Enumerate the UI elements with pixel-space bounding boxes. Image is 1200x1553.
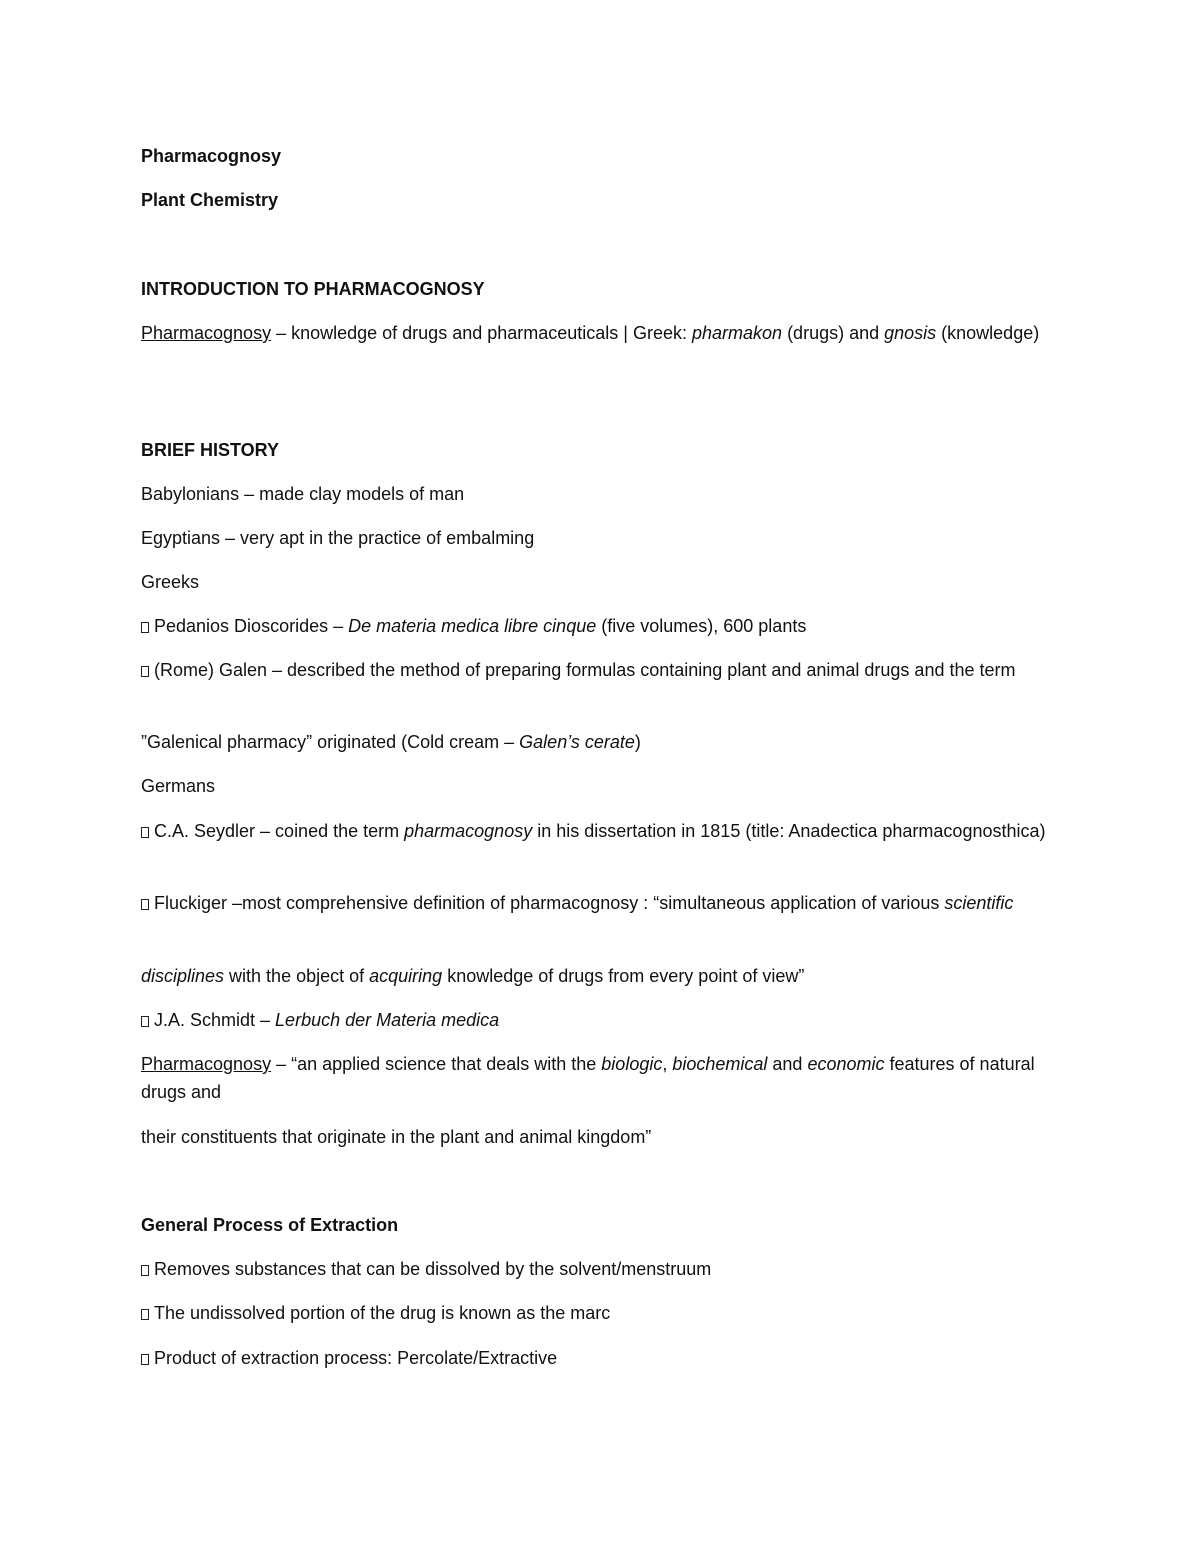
bullet-seydler	[141, 817, 1061, 845]
history-babylonians: Babylonians – made clay models of man	[141, 484, 465, 504]
bullet-text: J.A. Schmidt –	[154, 1010, 276, 1030]
bullet-text: Removes substances that can be dissolved by the solvent/menstruum	[154, 1259, 712, 1279]
intro-definition	[141, 319, 1061, 347]
term-gnosis: gnosis	[884, 323, 937, 343]
line-text: knowledge of drugs from every point of view”	[442, 966, 805, 986]
word-economic: economic	[807, 1054, 885, 1074]
line-text: – “an applied science that deals with the	[271, 1054, 602, 1074]
galenical-pharmacy-line	[141, 728, 1061, 756]
galens-cerate: Galen’s cerate	[519, 732, 635, 752]
history-heading: BRIEF HISTORY	[141, 440, 280, 460]
bullet-text: (five volumes), 600 plants	[596, 616, 807, 636]
bullet-schmidt	[141, 1006, 1061, 1034]
bullet-box-icon	[141, 622, 149, 633]
line-text: with the object of	[224, 966, 370, 986]
bullet-text: C.A. Seydler – coined the term	[154, 821, 405, 841]
extraction-item	[141, 1344, 1061, 1372]
word-biologic: biologic	[601, 1054, 663, 1074]
history-egyptians: Egyptians – very apt in the practice of embalming	[141, 528, 535, 548]
bullet-box-icon	[141, 1309, 149, 1320]
term-pharmacognosy: Pharmacognosy	[141, 323, 272, 343]
line-text: ”Galenical pharmacy” originated (Cold cream –	[141, 732, 520, 752]
word-disciplines: disciplines	[141, 966, 225, 986]
bullet-box-icon	[141, 827, 149, 838]
term-pharmacognosy: Pharmacognosy	[141, 1054, 272, 1074]
bullet-text: The undissolved portion of the drug is known as the marc	[154, 1303, 611, 1323]
doc-title: Pharmacognosy	[141, 146, 282, 166]
extraction-item	[141, 1255, 1061, 1283]
extraction-heading: General Process of Extraction	[141, 1215, 399, 1235]
bullet-text: Product of extraction process: Percolate/Extractive	[154, 1348, 558, 1368]
line-text: and	[767, 1054, 808, 1074]
line-text: ,	[662, 1054, 673, 1074]
bullet-dioscorides	[141, 612, 1061, 640]
definition-2	[141, 1050, 1061, 1106]
bullet-box-icon	[141, 1265, 149, 1276]
bullet-box-icon	[141, 1354, 149, 1365]
bullet-box-icon	[141, 666, 149, 677]
bullet-box-icon	[141, 1016, 149, 1027]
line-text: )	[634, 732, 641, 752]
intro-def-text: (drugs) and	[782, 323, 885, 343]
line-text: features of natural drugs and	[141, 1054, 1040, 1102]
book-title: Lerbuch der Materia medica	[275, 1010, 500, 1030]
word-acquiring: acquiring	[369, 966, 443, 986]
word-biochemical: biochemical	[672, 1054, 768, 1074]
definition-2-continuation: their constituents that originate in the plant and animal kingdom”	[141, 1127, 652, 1147]
term-pharmacognosy-italic: pharmacognosy	[404, 821, 533, 841]
bullet-fluckiger	[141, 889, 1061, 917]
bullet-text: Fluckiger –most comprehensive definition of pharmacognosy : “simultaneous application of various	[154, 893, 945, 913]
intro-def-text: – knowledge of drugs and pharmaceuticals | Greek:	[271, 323, 692, 343]
term-pharmakon: pharmakon	[692, 323, 783, 343]
bullet-galen	[141, 656, 1061, 684]
bullet-text: (Rome) Galen – described the method of preparing formulas containing plant and animal drugs and the term	[154, 660, 1016, 680]
word-scientific: scientific	[944, 893, 1014, 913]
intro-heading: INTRODUCTION TO PHARMACOGNOSY	[141, 279, 485, 299]
doc-subtitle: Plant Chemistry	[141, 190, 279, 210]
history-germans: Germans	[141, 776, 216, 796]
extraction-item	[141, 1299, 1061, 1327]
intro-def-text: (knowledge)	[936, 323, 1040, 343]
bullet-text: in his dissertation in 1815 (title: Anadectica pharmacognosthica)	[532, 821, 1046, 841]
bullet-box-icon	[141, 899, 149, 910]
book-title: De materia medica libre cinque	[348, 616, 597, 636]
fluckiger-continuation	[141, 962, 1061, 990]
history-greeks: Greeks	[141, 572, 200, 592]
bullet-text: Pedanios Dioscorides –	[154, 616, 349, 636]
